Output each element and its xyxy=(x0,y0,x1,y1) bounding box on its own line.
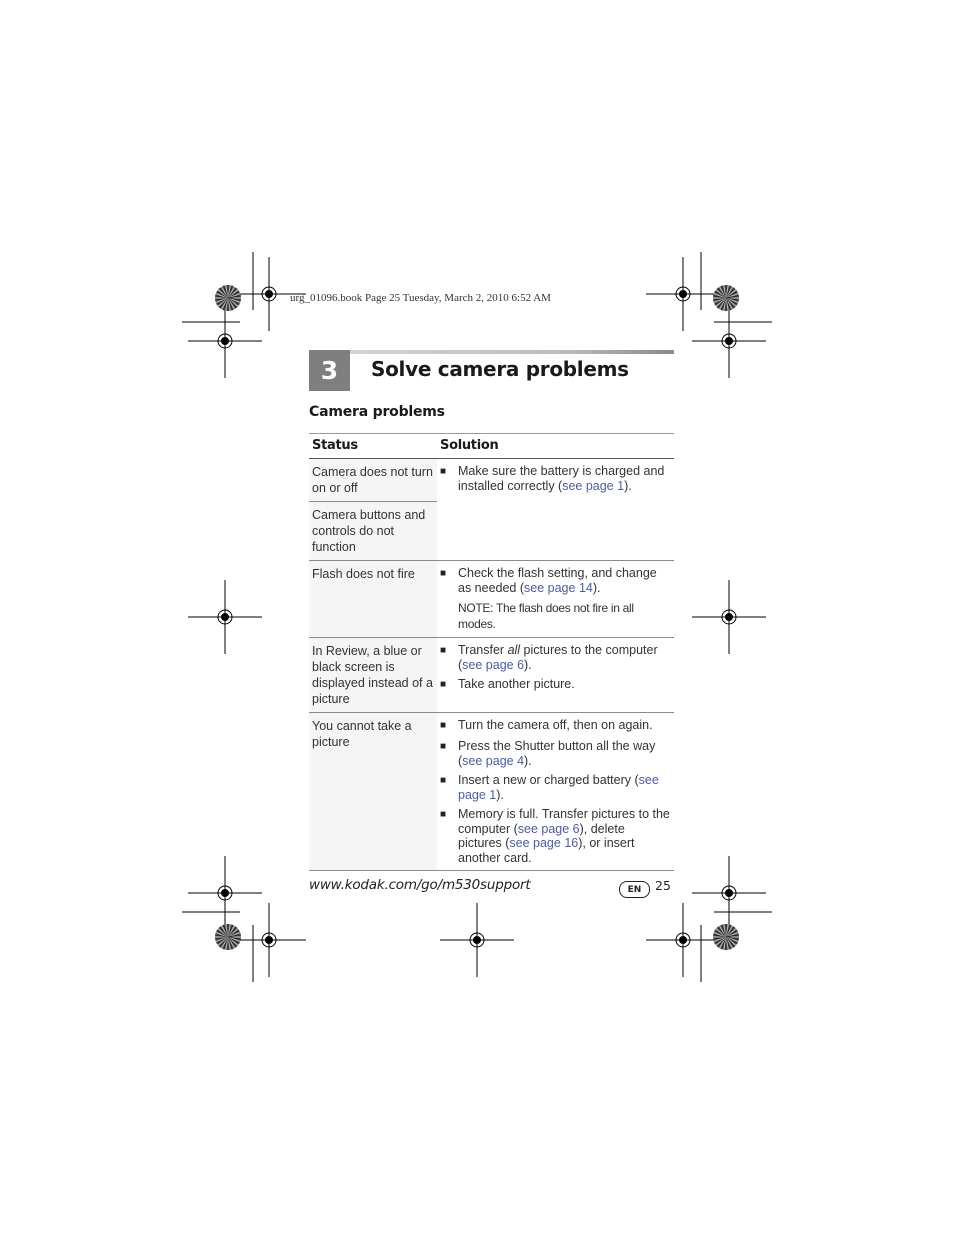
status-cell: You cannot take a picture xyxy=(309,713,437,871)
registration-mark-icon xyxy=(188,580,262,654)
color-target-icon xyxy=(215,285,241,311)
status-cell: In Review, a blue or black screen is displayed instead of a picture xyxy=(309,638,437,713)
bullet-icon: ■ xyxy=(440,809,447,820)
solution-item: ■ Check the flash setting, and change as needed (see page 14). xyxy=(440,566,657,595)
status-cell: Camera buttons and controls do not function xyxy=(309,502,437,561)
solution-item: ■ Turn the camera off, then on again. xyxy=(440,718,653,732)
page-link[interactable]: see page 1 xyxy=(458,773,659,802)
table-row xyxy=(309,713,674,871)
page-link[interactable]: see page 6 xyxy=(462,657,525,672)
solution-header: Solution xyxy=(437,434,674,459)
bullet-icon: ■ xyxy=(440,645,447,656)
page-link[interactable]: see page 4 xyxy=(462,753,525,768)
chapter-number: 3 xyxy=(309,350,350,391)
bullet-icon: ■ xyxy=(440,679,447,690)
solution-item: ■ Take another picture. xyxy=(440,677,575,691)
bullet-icon: ■ xyxy=(440,741,447,752)
page-link[interactable]: see page 6 xyxy=(517,821,580,836)
solution-item: ■ Make sure the battery is charged and installed correctly (see page 1). xyxy=(440,464,665,493)
table-row xyxy=(309,638,674,713)
section-title: Camera problems xyxy=(309,404,445,420)
language-badge: EN xyxy=(619,881,650,898)
color-target-icon xyxy=(713,285,739,311)
page-link[interactable]: see page 16 xyxy=(509,836,579,850)
registration-mark-icon xyxy=(692,856,766,930)
solution-item: ■ Insert a new or charged battery (see page 1). xyxy=(440,773,659,802)
registration-mark-icon xyxy=(188,304,262,378)
registration-mark-icon xyxy=(188,856,262,930)
status-cell: Camera does not turn on or off xyxy=(309,459,437,502)
bullet-icon: ■ xyxy=(440,568,447,579)
table-row xyxy=(309,561,674,638)
status-cell: Flash does not fire xyxy=(309,561,437,638)
solution-cell xyxy=(437,561,674,638)
bullet-icon: ■ xyxy=(440,775,447,786)
chapter-title: Solve camera problems xyxy=(371,357,629,381)
registration-mark-icon xyxy=(232,903,306,977)
print-header: urg_01096.book Page 25 Tuesday, March 2, 2010 6:52 AM xyxy=(290,292,551,304)
table-row xyxy=(309,459,674,502)
solution-cell xyxy=(437,713,674,871)
page-link[interactable]: see page 14 xyxy=(524,580,593,595)
solution-cell xyxy=(437,638,674,713)
chapter-rule xyxy=(309,350,674,354)
solution-cell xyxy=(437,459,674,561)
registration-mark-icon xyxy=(646,903,720,977)
bullet-icon: ■ xyxy=(440,466,447,477)
registration-mark-icon xyxy=(692,580,766,654)
status-header: Status xyxy=(309,434,437,459)
bullet-icon: ■ xyxy=(440,720,447,731)
note-text: NOTE: The flash does not fire in all modes. xyxy=(458,601,634,631)
registration-mark-icon xyxy=(646,257,720,331)
camera-problems-table xyxy=(309,433,674,871)
registration-mark-icon xyxy=(692,304,766,378)
registration-mark-icon xyxy=(440,903,514,977)
solution-item: ■ Transfer all pictures to the computer (see page 6). xyxy=(440,643,658,672)
page-number: 25 xyxy=(655,878,671,893)
support-url[interactable]: www.kodak.com/go/m530support xyxy=(309,877,531,893)
color-target-icon xyxy=(713,924,739,950)
page-link[interactable]: see page 1 xyxy=(562,478,625,493)
solution-item: ■ Press the Shutter button all the way (see page 4). xyxy=(440,739,656,768)
color-target-icon xyxy=(215,924,241,950)
solution-item: ■ Memory is full. Transfer pictures to the computer (see page 6), delete pictures (see page 16), or insert another card. xyxy=(440,807,670,865)
